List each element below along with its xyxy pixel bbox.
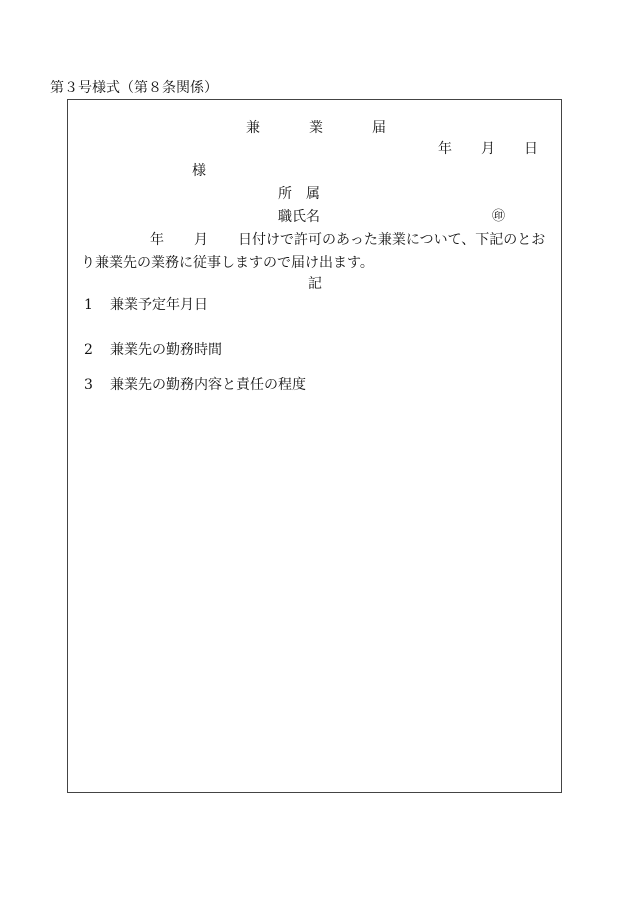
date-year: 年 [438, 141, 452, 157]
item-number: 1 [84, 297, 93, 313]
ki-heading: 記 [308, 276, 322, 292]
form-title [246, 119, 386, 137]
item-number: 3 [84, 377, 93, 393]
seal-icon: ㊞ [492, 209, 506, 224]
list-item [84, 376, 306, 394]
item-label: 兼業先の勤務時間 [110, 342, 222, 358]
item-label: 兼業予定年月日 [110, 297, 208, 313]
item-number: 2 [84, 342, 93, 358]
body-year: 年 [150, 232, 164, 248]
name-label: 職氏名 [278, 209, 320, 225]
affiliation-label [278, 185, 320, 203]
item-label: 兼業先の勤務内容と責任の程度 [110, 377, 306, 393]
list-item [84, 296, 208, 314]
list-item [84, 341, 222, 359]
body-month: 月 [194, 232, 208, 248]
body-line-1-rest: 日付けで許可のあった兼業について、下記のとお [238, 232, 546, 248]
body-line-1 [150, 231, 545, 249]
date-line [438, 140, 538, 158]
title-char-1: 兼 [246, 120, 260, 136]
form-frame [67, 99, 562, 793]
body-line-2: り兼業先の業務に従事しますので届け出ます。 [81, 255, 374, 271]
title-char-3: 届 [372, 120, 386, 136]
form-number: 第３号様式（第８条関係） [50, 80, 218, 96]
affiliation-char-2: 属 [306, 186, 320, 202]
title-char-2: 業 [309, 120, 323, 136]
date-day: 日 [524, 141, 538, 157]
affiliation-char-1: 所 [278, 186, 292, 202]
addressee-suffix: 様 [192, 163, 206, 179]
date-month: 月 [481, 141, 495, 157]
